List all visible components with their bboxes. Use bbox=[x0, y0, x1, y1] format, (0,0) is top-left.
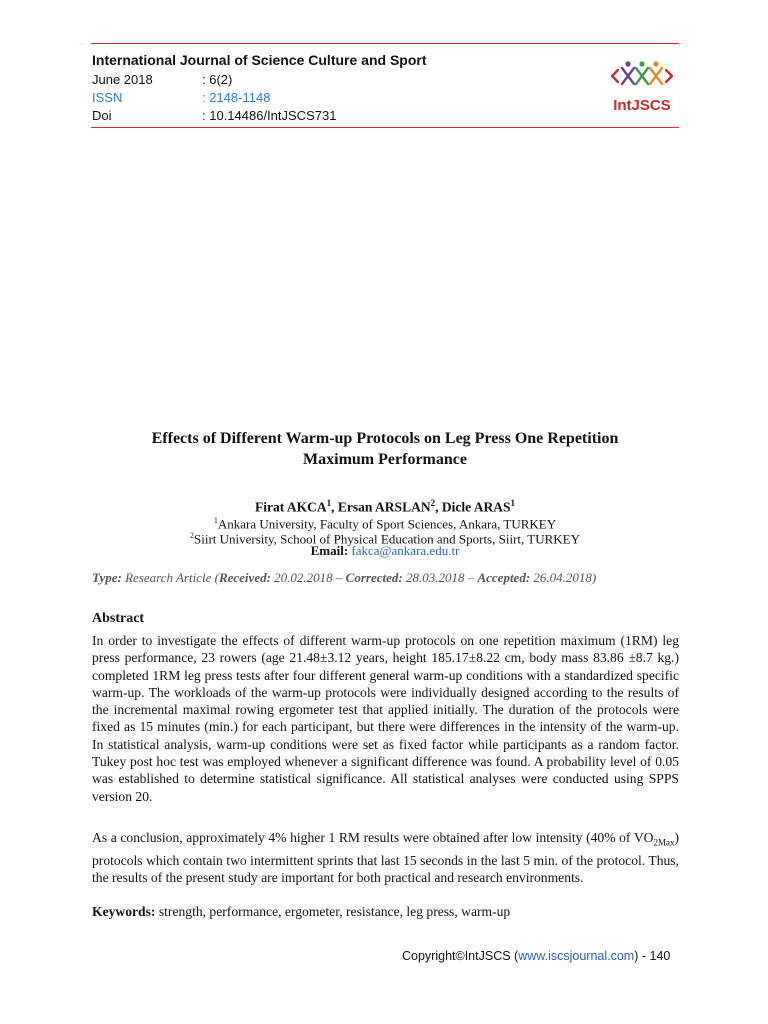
abstract-paragraph-1: In order to investigate the effects of different warm-up protocols on one repetition maximum (1RM) leg press performance, 23 rowers (age 21.48±3.12 years, height 185.17±8.22 cm, body mass 83.86 ±8.7 kg.) completed 1RM leg press tests after four different general warm-up conditions with a standardized specific warm-up. The workloads of the warm-up protocols were individually designed according to the results of the incremental maximal rowing ergometer test that applied initially. The duration of the protocols were fixed as 15 minutes (min.) for each participant, but there were differences in the intensity of the warm-up. In statistical analysis, warm-up conditions were set as fixed factor while participants as a random factor. Tukey post hoc test was employed whenever a significant difference was found. A probability level of 0.05 was established to determine statistical significance. All statistical analyses were conducted using SPPS version 20. bbox=[92, 633, 679, 804]
meta-value-volume: : 6(2) bbox=[202, 72, 233, 87]
affiliation-sup: 2 bbox=[189, 531, 194, 540]
type-label: Type: bbox=[92, 570, 122, 585]
corrected-date: 28.03.2018 bbox=[405, 570, 465, 585]
paper-title bbox=[92, 428, 678, 470]
author-name: Ersan ARSLAN bbox=[337, 499, 431, 515]
author-sup: 1 bbox=[326, 498, 332, 508]
corrected-label: Corrected: bbox=[345, 570, 403, 585]
footer-copyright bbox=[402, 949, 670, 963]
author-list: Firat AKCA$^1$, Ersan ARSLAN$^2$, Dicle ARAS$^1$ bbox=[255, 498, 515, 515]
keywords-text: strength, performance, ergometer, resistance, leg press, warm-up bbox=[158, 904, 511, 919]
article-type-line: Type: Research Article (Received: 20.02.2018 – Corrected: 28.03.2018 – Accepted: 26.04.2018) bbox=[92, 570, 597, 585]
abstract-p2-subscript: 2Max bbox=[653, 837, 675, 848]
email-link[interactable]: fakca@ankara.edu.tr bbox=[351, 543, 460, 558]
affiliation-text: Ankara University, Faculty of Sport Sciences, Ankara, TURKEY bbox=[217, 516, 557, 532]
received-label: Received: bbox=[218, 570, 271, 585]
meta-label-issn: ISSN bbox=[92, 90, 123, 105]
meta-row-date bbox=[92, 71, 232, 88]
keywords-line bbox=[92, 904, 679, 920]
paper-title-line1: Effects of Different Warm-up Protocols on Leg Press One Repetition bbox=[151, 430, 619, 447]
meta-value-doi: : 10.14486/IntJSCS731 bbox=[202, 108, 337, 123]
header-top-rule bbox=[91, 43, 679, 44]
journal-website-link[interactable]: www.iscsjournal.com bbox=[518, 949, 635, 963]
email-line bbox=[92, 543, 678, 559]
author-sup: 2 bbox=[430, 498, 436, 508]
affiliation-text: Siirt University, School of Physical Education and Sports, Siirt, TURKEY bbox=[193, 531, 580, 547]
abstract-p2-text: As a conclusion, approximately 4% higher 1 RM results were obtained after low intensity (40% of VO bbox=[92, 830, 654, 845]
copyright-suffix: ) - 140 bbox=[634, 949, 671, 963]
abstract-paragraph-2 bbox=[92, 829, 679, 887]
meta-label-date: June 2018 bbox=[92, 72, 153, 87]
meta-row-doi bbox=[92, 107, 336, 124]
journal-title: International Journal of Science Culture and Sport bbox=[92, 52, 427, 68]
meta-label-doi: Doi bbox=[92, 108, 112, 123]
abstract-p2-text: ) protocols which contain two intermittent sprints that last 15 seconds in the last 5 min. of the protocol. Thus, the results of the present study are important for both practical and research environments. bbox=[92, 830, 679, 886]
copyright-prefix: Copyright©IntJSCS ( bbox=[402, 949, 519, 963]
header-bottom-rule bbox=[91, 127, 679, 128]
accepted-date: 26.04.2018 bbox=[533, 570, 592, 585]
keywords-label: Keywords: bbox=[92, 904, 156, 919]
received-date: 20.02.2018 bbox=[274, 570, 333, 585]
abstract-heading: Abstract bbox=[92, 611, 145, 626]
paper-title-line2: Maximum Performance bbox=[303, 451, 467, 468]
email-label: Email: bbox=[310, 543, 349, 558]
author-name: Dicle ARAS bbox=[441, 499, 511, 515]
type-value: Research Article bbox=[125, 570, 212, 585]
author-name: Firat AKCA bbox=[255, 499, 327, 515]
author-sup: 1 bbox=[510, 498, 515, 508]
logo-text: IntJSCS bbox=[613, 97, 671, 114]
affiliation-sup: 1 bbox=[213, 516, 218, 525]
meta-row-issn bbox=[92, 89, 270, 106]
meta-value-issn: : 2148-1148 bbox=[202, 90, 271, 105]
accepted-label: Accepted: bbox=[477, 570, 531, 585]
